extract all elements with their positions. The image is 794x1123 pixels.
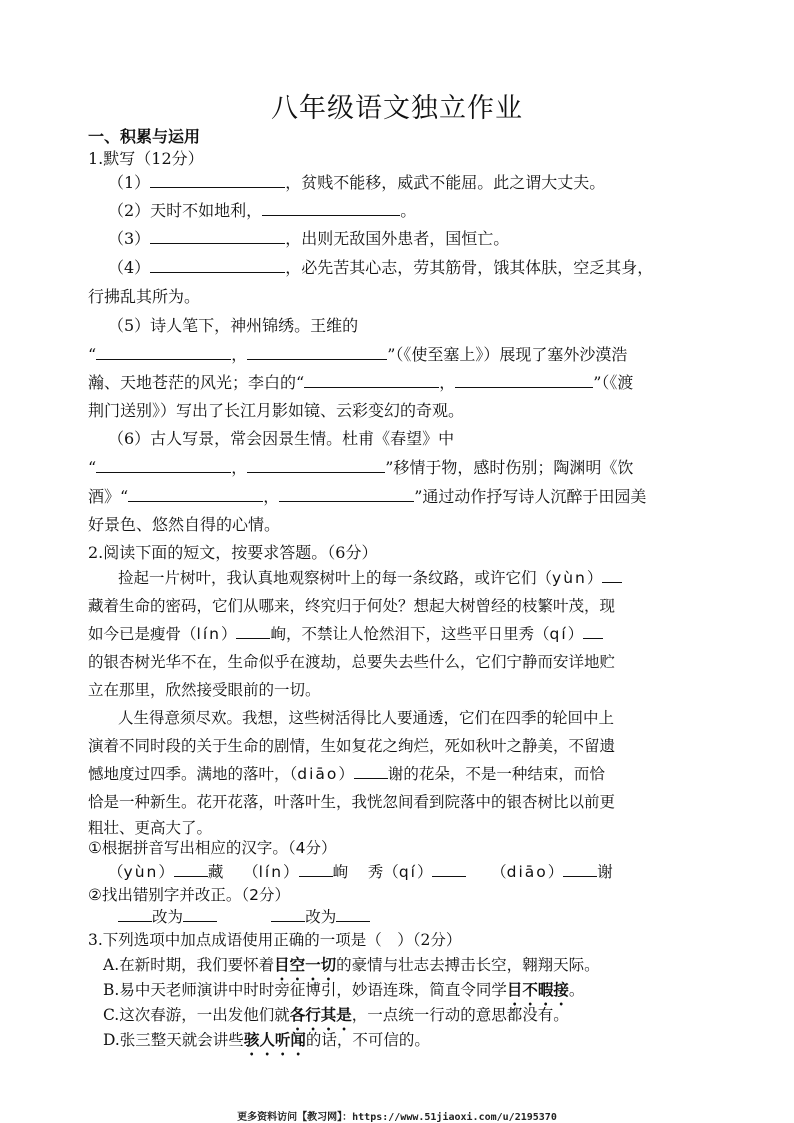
answer-blank[interactable] (262, 201, 400, 216)
q1-item-2: （2）天时不如地利， 。 (108, 201, 417, 220)
q1-item-5-line2: “ ， ”（《使至塞上》）展现了塞外沙漠浩 (88, 345, 628, 364)
q1-item-5-line4: 荆门送别》）写出了长江月影如镜、云彩变幻的奇观。 (88, 401, 465, 420)
passage-line: 藏着生命的密码，它们从哪来，终究归于何处？想起大树曾经的枝繁叶茂，现 (88, 597, 616, 615)
answer-blank[interactable] (118, 907, 152, 922)
answer-blank[interactable] (299, 862, 333, 877)
answer-blank[interactable] (354, 764, 388, 779)
passage-line: 演着不同时段的关于生命的剧情，生如复花之绚烂，死如秋叶之静美，不留遗 (88, 737, 616, 755)
answer-blank[interactable] (174, 862, 208, 877)
answer-blank[interactable] (236, 624, 270, 639)
q2-subquestion-1-answers: （yùn） 藏 （lín） 峋 秀（qí） （diāo） 谢 (108, 863, 613, 881)
q3-heading: 3.下列选项中加点成语使用正确的一项是（ ）（2分） (88, 931, 462, 949)
q1-item-6: （6）古人写景，常会因景生情。杜甫《春望》中 (108, 429, 455, 448)
dotted-idiom: 目空一切 (274, 955, 337, 974)
answer-blank[interactable] (150, 258, 285, 273)
answer-blank[interactable] (455, 373, 593, 388)
answer-blank[interactable] (96, 458, 231, 473)
answer-blank[interactable] (271, 907, 305, 922)
q1-item-1: （1） ，贫贱不能移，威武不能屈。此之谓大丈夫。 (108, 173, 606, 192)
dotted-idiom: 各行其是 (289, 1005, 352, 1024)
passage-line: 如今已是瘦骨（lín） 峋，不禁让人怆然泪下，这些平日里秀（qí） (88, 624, 712, 645)
answer-blank[interactable] (432, 862, 466, 877)
q1-item-3: （3） ，出则无敌国外患者，国恒亡。 (108, 229, 510, 248)
passage-line: 粗壮、更高大了。 (88, 819, 213, 837)
q2-heading: 2.阅读下面的短文，按要求答题。（6分） (88, 543, 378, 562)
answer-blank[interactable] (304, 373, 439, 388)
passage-line: 人生得意须尽欢。我想，这些树活得比人要通透，它们在四季的轮回中上 (118, 709, 615, 727)
section-heading: 一、积累与运用 (88, 127, 201, 146)
q1-item-5-line3: 瀚、天地苍茫的风光；李白的“ ， ”（《渡 (88, 373, 634, 392)
answer-blank[interactable] (279, 487, 414, 502)
q3-option-a[interactable]: A.在新时期，我们要怀着目空一切的豪情与壮志去搏击长空，翱翔天际。 (103, 955, 600, 974)
passage-line: 憾地度过四季。满地的落叶，（diāo） 谢的花朵，不是一种结束，而恰 (88, 765, 605, 783)
q1-item-6-line4: 好景色、悠然自得的心情。 (88, 515, 281, 534)
passage-line: 立在那里，欣然接受眼前的一切。 (88, 681, 321, 699)
passage-line: 捡起一片树叶，我认真地观察树叶上的每一条纹路，或许它们（yùn） (118, 568, 742, 589)
passage-line: 恰是一种新生。花开花落，叶落叶生，我恍忽间看到院落中的银杏树比以前更 (88, 793, 616, 811)
q3-option-d[interactable]: D.张三整天就会讲些骇人听闻的话，不可信的。 (103, 1030, 430, 1049)
answer-blank[interactable] (336, 907, 370, 922)
answer-blank[interactable] (583, 624, 603, 639)
answer-blank[interactable] (602, 568, 622, 583)
answer-blank[interactable] (247, 345, 387, 360)
q2-subquestion-2-answers: 改为 改为 (118, 907, 742, 928)
q3-option-b[interactable]: B.易中天老师演讲中时时旁征博引，妙语连珠，简直令同学目不暇接。 (103, 980, 585, 999)
answer-blank[interactable] (150, 229, 285, 244)
q1-heading: 1.默写（12分） (88, 149, 204, 168)
q2-subquestion-2: ②找出错别字并改正。（2分） (88, 886, 291, 904)
q1-item-4-cont: 行拂乱其所为。 (88, 287, 201, 306)
q1-item-6-line2: “ ， ”移情于物，感时伤别；陶渊明《饮 (88, 458, 634, 477)
answer-blank[interactable] (563, 862, 597, 877)
passage-line: 的银杏树光华不在，生命似乎在渡劫，总要失去些什么，它们宁静而安详地贮 (88, 653, 616, 671)
answer-blank[interactable] (247, 458, 385, 473)
q2-subquestion-1: ①根据拼音写出相应的汉字。（4分） (88, 839, 337, 857)
q1-item-5: （5）诗人笔下，神州锦绣。王维的 (108, 316, 359, 335)
q1-item-6-line3: 酒》“ ， ”通过动作抒写诗人沉醉于田园美 (88, 487, 647, 506)
answer-blank[interactable] (128, 487, 263, 502)
answer-blank[interactable] (183, 907, 217, 922)
answer-blank[interactable] (150, 173, 285, 188)
dotted-idiom: 骇人听闻 (243, 1030, 306, 1049)
q3-option-c[interactable]: C.这次春游，一出发他们就各行其是，一点统一行动的意思都没有。 (103, 1005, 569, 1024)
answer-blank[interactable] (96, 345, 231, 360)
footer-link[interactable]: 更多资料访问【教习网】：https://www.51jiaoxi.com/u/2195370 (237, 1112, 557, 1123)
page-title: 八年级语文独立作业 (271, 93, 523, 124)
dotted-idiom: 目不暇接 (506, 980, 569, 999)
q1-item-4: （4） ，必先苦其心志，劳其筋骨，饿其体肤，空乏其身， (108, 258, 654, 277)
